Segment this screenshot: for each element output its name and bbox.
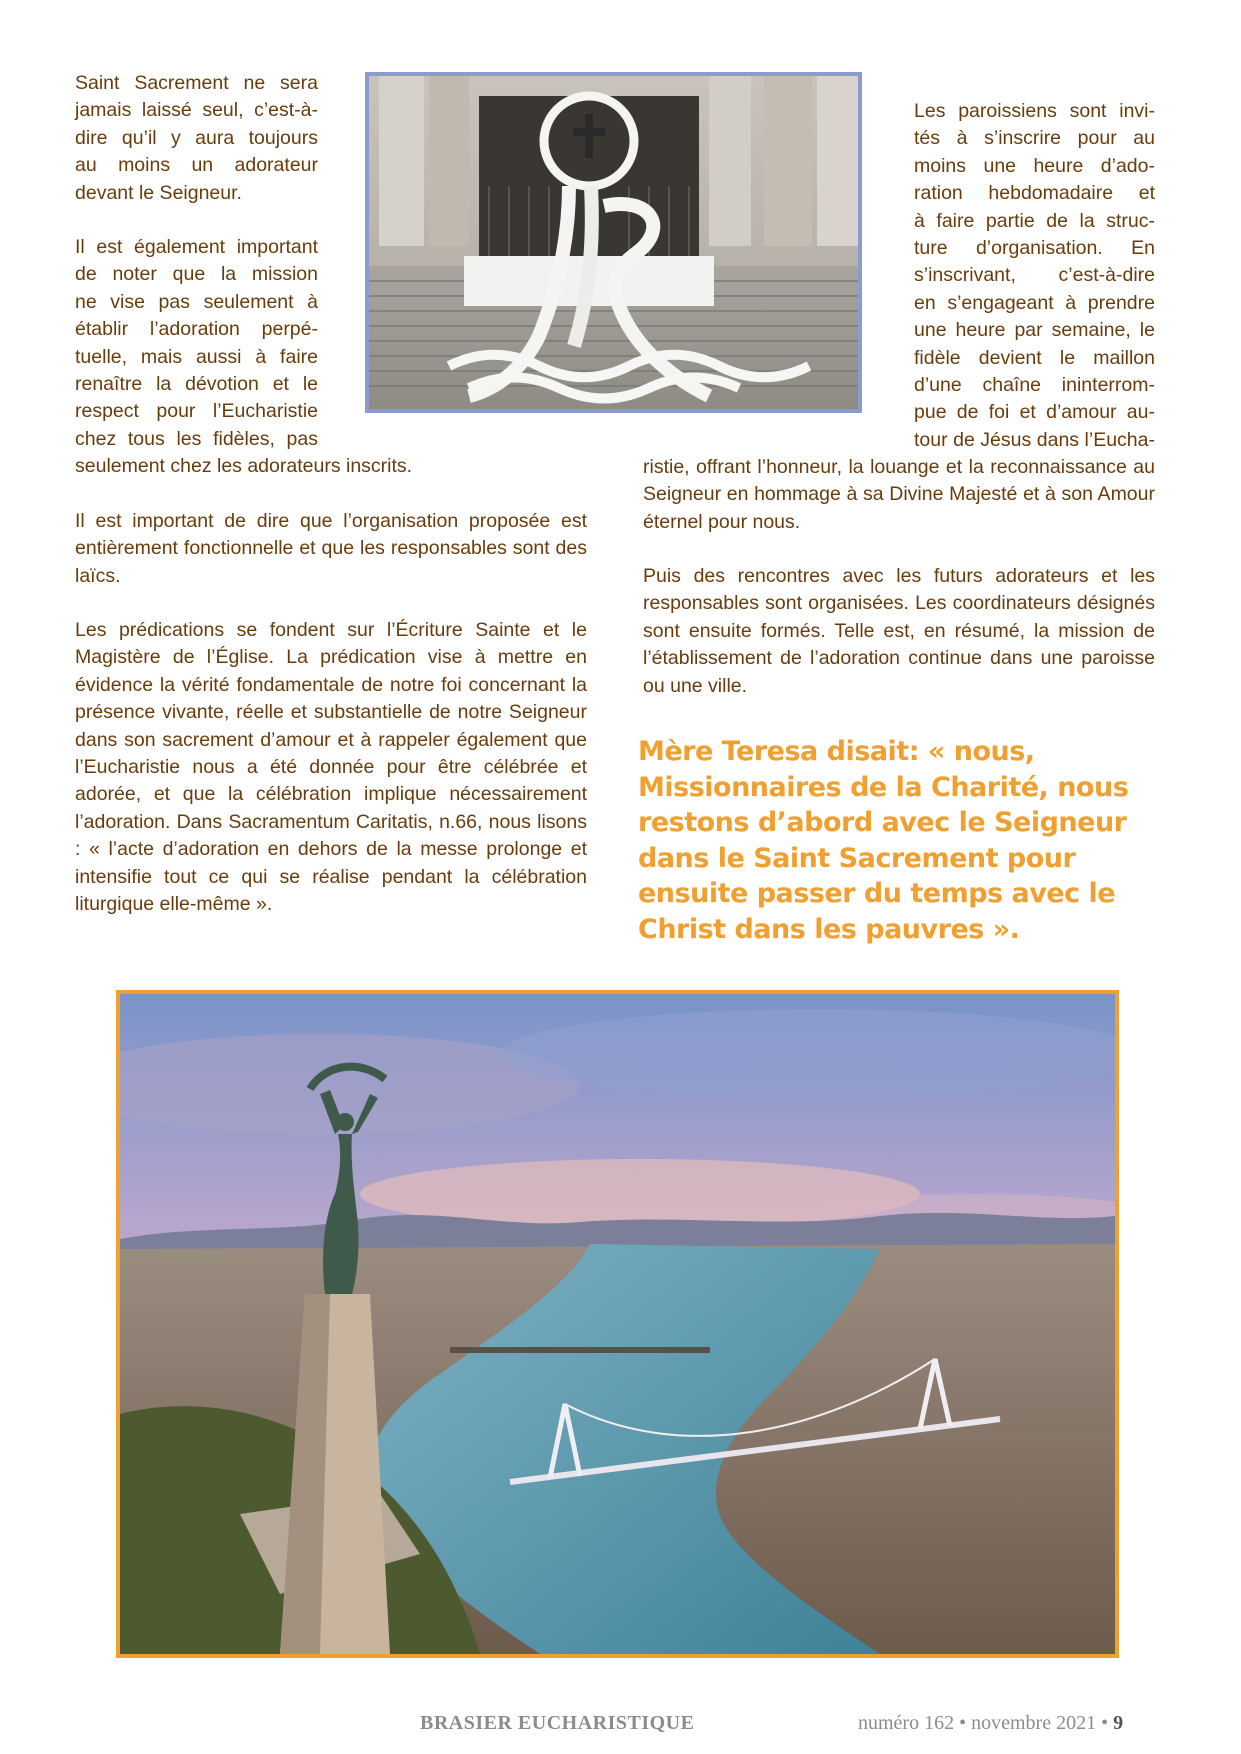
- paragraph: Il est important de dire que l’organisation proposée est entièrement fonctionnelle et que les responsables sont des laïcs.: [75, 510, 587, 587]
- paragraph: Les prédications se fondent sur l’Écriture Sainte et le Magistère de l’Église. La prédication vise à mettre en évidence la vérité fondamentale de notre foi concernant la présence vivante, réelle et substantielle de notre Seigneur dans son sacrement d’amour et à rappeler également que l’Eucharistie nous a été donnée pour être célébrée et adorée, et que la célébration implique nécessairement l’adoration. Dans Sacramentum Caritatis, n.66, nous lisons : « l’acte d’adoration en dehors de la messe prolonge et intensifie tout ce qui se réalise pendant la célébration liturgique elle-même ».: [75, 619, 587, 916]
- left-column-paragraph-3: [75, 508, 587, 590]
- right-column-paragraph-2: [643, 563, 1155, 700]
- mother-teresa-quote: Mère Teresa disait: « nous, Missionnaires de la Charité, nous restons d’abord avec le Seigneur dans le Saint Sacrement pour ensuite passer du temps avec le Christ dans les pauvres ».: [638, 736, 1129, 945]
- text-line: Il est également important: [75, 236, 318, 258]
- text-line: Les paroissiens sont invi-: [914, 100, 1155, 122]
- text-line: fidèle devient le maillon: [914, 346, 1155, 369]
- text-line: dire qu’il y aura toujours: [75, 126, 318, 149]
- text-line: ture d’organisation. En: [914, 237, 1155, 260]
- magazine-name: BRASIER EUCHARISTIQUE: [420, 1712, 695, 1734]
- text-line: établir l’adoration perpé-: [75, 318, 318, 341]
- text-line: ration hebdomadaire et: [914, 182, 1155, 205]
- text-line: pue de foi et d’amour au-: [914, 401, 1155, 424]
- text-line: tuelle, mais aussi à faire: [75, 345, 318, 368]
- text-line: devant le Seigneur.: [75, 181, 242, 204]
- right-column-continuation: [643, 454, 1155, 536]
- issue-info: [858, 1712, 1123, 1735]
- text-line: jamais laissé seul, c’est-à-: [75, 99, 318, 122]
- text-line: d’une chaîne ininterrom-: [914, 374, 1155, 397]
- text-line: tour de Jésus dans l’Eucha-: [914, 428, 1155, 451]
- text-line: respect pour l’Eucharistie: [75, 400, 318, 423]
- page-number: 9: [1113, 1712, 1124, 1734]
- text-line: de noter que la mission: [75, 263, 318, 286]
- text-line: seulement chez les adorateurs inscrits.: [75, 455, 413, 478]
- text-line: ne vise pas seulement à: [75, 290, 318, 313]
- budapest-panorama-photo: [116, 990, 1119, 1658]
- text-line: en s’engageant à prendre: [914, 291, 1155, 314]
- text-line: chez tous les fidèles, pas: [75, 427, 318, 450]
- text-line: Saint Sacrement ne sera: [75, 72, 318, 94]
- left-column-top: [75, 70, 318, 207]
- left-column-mid: [75, 234, 413, 481]
- text-line: renaître la dévotion et le: [75, 373, 318, 396]
- text-line: à faire partie de la struc-: [914, 209, 1155, 232]
- left-column-paragraph-4: [75, 617, 587, 918]
- paragraph: Puis des rencontres avec les futurs adorateurs et les responsables sont organisées. Les coordinateurs désignés sont ensuite formés. Telle est, en résumé, la mission de l’établissement de l’adoration continue dans une paroisse ou une ville.: [643, 565, 1155, 697]
- monument-image: [369, 76, 858, 409]
- text-line: tés à s’inscrire pour au: [914, 127, 1155, 150]
- right-column-top: [914, 98, 1155, 454]
- issue-text: numéro 162 • novembre 2021 •: [858, 1712, 1109, 1734]
- panorama-image: [120, 994, 1115, 1654]
- text-line: s’inscrivant, c’est-à-dire: [914, 264, 1155, 287]
- text-line: au moins un adorateur: [75, 154, 318, 177]
- eucharist-monument-photo: [365, 72, 862, 413]
- text-line: moins une heure d’ado-: [914, 154, 1155, 177]
- text-line: une heure par semaine, le: [914, 319, 1155, 342]
- paragraph: ristie, offrant l’honneur, la louange et la reconnaissance au Seigneur en hommage à sa Divine Majesté et à son Amour éternel pour nous.: [643, 456, 1155, 533]
